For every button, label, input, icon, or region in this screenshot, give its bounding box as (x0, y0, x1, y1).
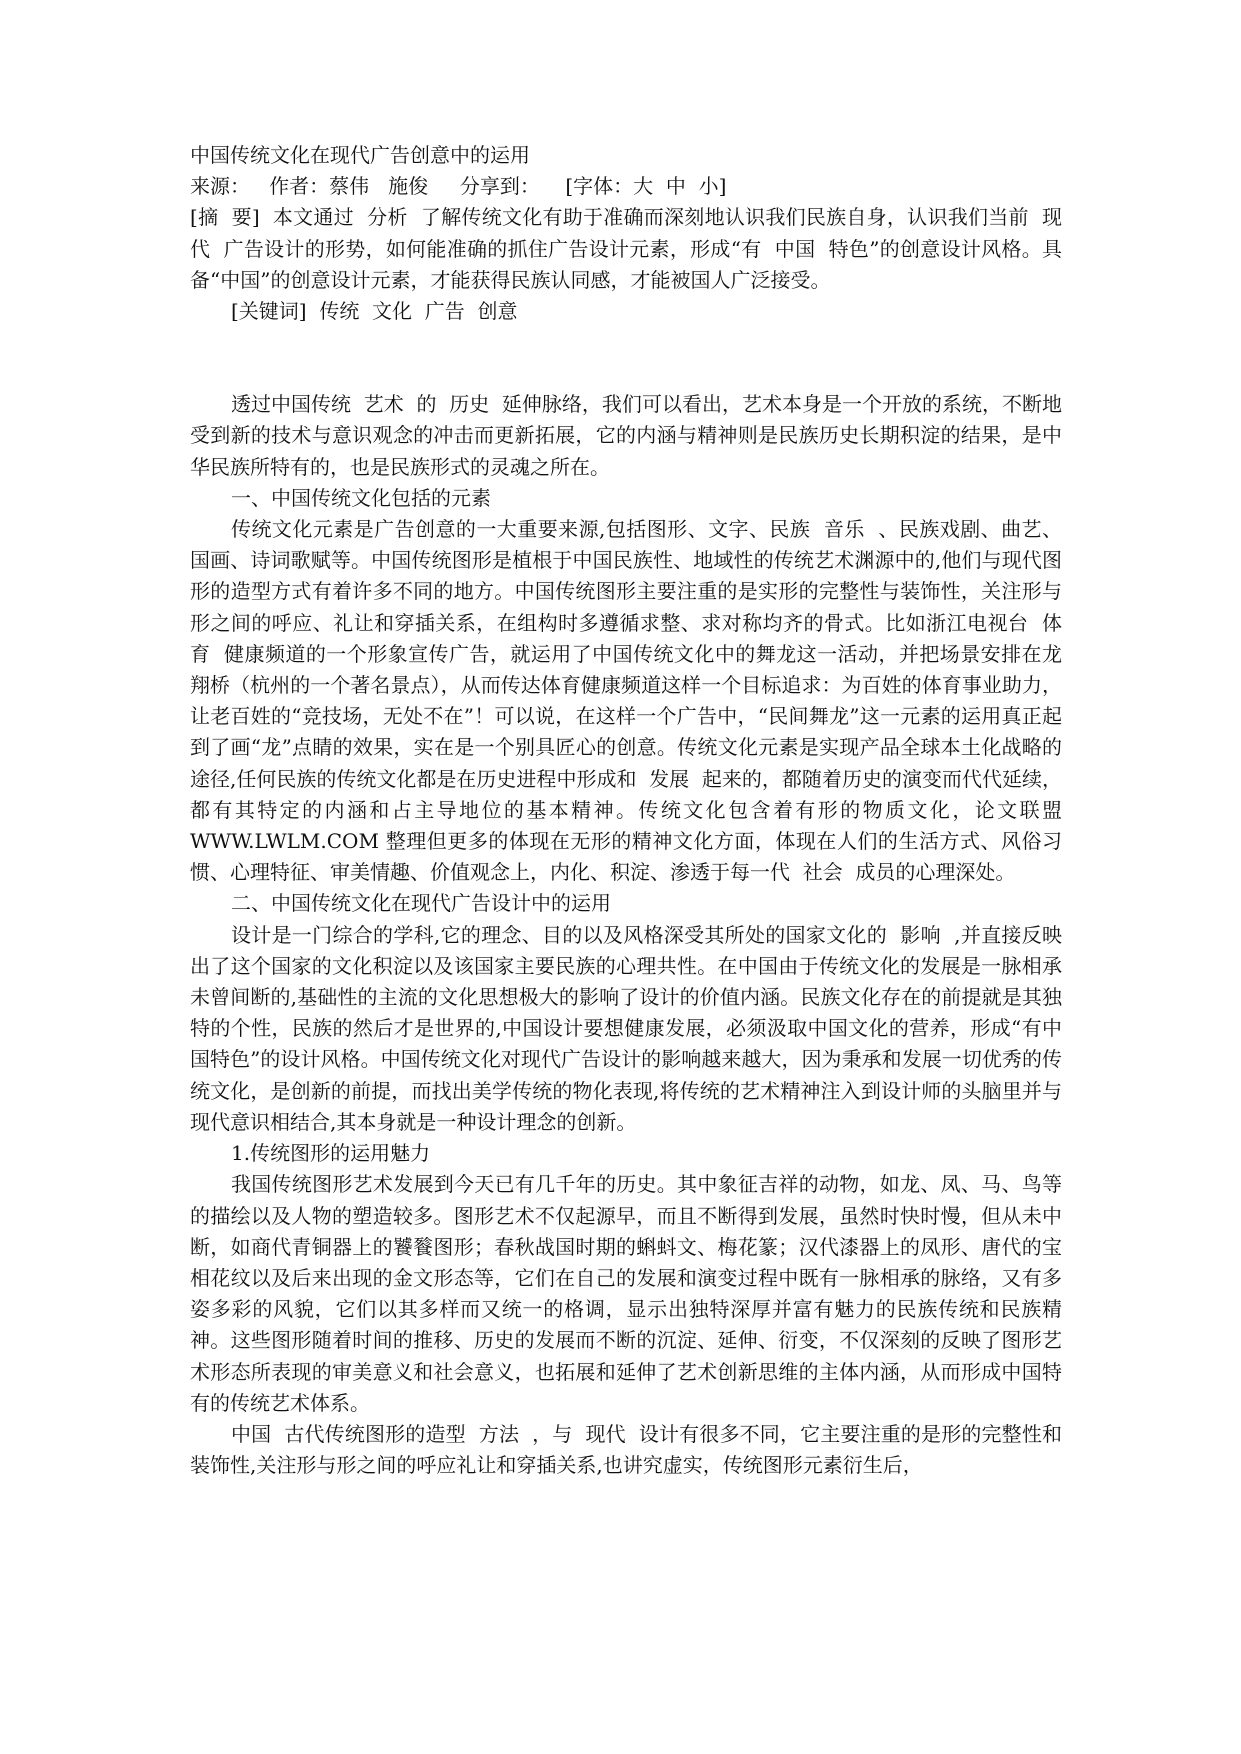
abstract-paragraph: [摘 要] 本文通过 分析 了解传统文化有助于准确而深刻地认识我们民族自身，认识我们当前 现代 广告设计的形势，如何能准确的抓住广告设计元素，形成“有 中国 特色”的创意设计风格。具备“中国”的创意设计元素，才能获得民族认同感，才能被国人广泛接受。 (190, 205, 1062, 292)
blank-spacer (190, 327, 1062, 389)
body-paragraph-4: 我国传统图形艺术发展到今天已有几千年的历史。其中象征吉祥的动物，如龙、凤、马、鸟等的描绘以及人物的塑造较多。图形艺术不仅起源早，而且不断得到发展，虽然时快时慢，但从未中断，如商代青铜器上的饕餮图形；春秋战国时期的蝌蚪文、梅花篆；汉代漆器上的凤形、唐代的宝相花纹以及后来出现的金文形态等，它们在自己的发展和演变过程中既有一脉相承的脉络，又有多姿多彩的风貌，它们以其多样而又统一的格调，显示出独特深厚并富有魅力的民族传统和民族精神。这些图形随着时间的推移、历史的发展而不断的沉淀、延伸、衍变，不仅深刻的反映了图形艺术形态所表现的审美意义和社会意义，也拓展和延伸了艺术创新思维的主体内涵，从而形成中国特有的传统艺术体系。 (190, 1172, 1062, 1415)
body-paragraph-5: 中国 古代传统图形的造型 方法 ，与 现代 设计有很多不同，它主要注重的是形的完整性和装饰性,关注形与形之间的呼应礼让和穿插关系,也讲究虚实，传统图形元素衍生后， (190, 1421, 1062, 1478)
document-title: 中国传统文化在现代广告创意中的运用 (190, 143, 530, 167)
document-page (190, 140, 1069, 1481)
section-heading-1: 一、中国传统文化包括的元素 (231, 485, 491, 510)
keywords-line: [关键词] 传统 文化 广告 创意 (231, 299, 518, 324)
body-paragraph-2: 传统文化元素是广告创意的一大重要来源,包括图形、文字、民族 音乐 、民族戏剧、曲艺、国画、诗词歌赋等。中国传统图形是植根于中国民族性、地域性的传统艺术渊源中的,他们与现代图形的造型方式有着许多不同的地方。中国传统图形主要注重的是实形的完整性与装饰性，关注形与形之间的呼应、礼让和穿插关系，在组构时多遵循求整、求对称均齐的骨式。比如浙江电视台 体育 健康频道的一个形象宣传广告，就运用了中国传统文化中的舞龙这一活动，并把场景安排在龙翔桥（杭州的一个著名景点），从而传达体育健康频道这样一个目标追求：为百姓的体育事业助力，让老百姓的“竞技场，无处不在”！可以说，在这样一个广告中，“民间舞龙”这一元素的运用真正起到了画“龙”点睛的效果，实在是一个别具匠心的创意。传统文化元素是实现产品全球本土化战略的途径,任何民族的传统文化都是在历史进程中形成和 发展 起来的，都随着历史的演变而代代延续，都有其特定的内涵和占主导地位的基本精神。传统文化包含着有形的物质文化，论文联盟 WWW.LWLM.COM 整理但更多的体现在无形的精神文化方面，体现在人们的生活方式、风俗习惯、心理特征、审美情趣、价值观念上，内化、积淀、渗透于每一代 社会 成员的心理深处。 (190, 517, 1069, 885)
subsection-heading-1: 1.传统图形的运用魅力 (231, 1141, 431, 1166)
body-paragraph-3: 设计是一门综合的学科,它的理念、目的以及风格深受其所处的国家文化的 影响 ,并直接反映出了这个国家的文化积淀以及该国家主要民族的心理共性。在中国由于传统文化的发展是一脉相承未曾间断的,基础性的主流的文化思想极大的影响了设计的价值内涵。民族文化存在的前提就是其独特的个性，民族的然后才是世界的,中国设计要想健康发展，必须汲取中国文化的营养，形成“有中国特色”的设计风格。中国传统文化对现代广告设计的影响越来越大，因为秉承和发展一切优秀的传统文化，是创新的前提，而找出美学传统的物化表现,将传统的艺术精神注入到设计师的头脑里并与现代意识相结合,其本身就是一种设计理念的创新。 (190, 922, 1062, 1134)
body-paragraph-1: 透过中国传统 艺术 的 历史 延伸脉络，我们可以看出，艺术本身是一个开放的系统，不断地受到新的技术与意识观念的冲击而更新拓展，它的内涵与精神则是民族历史长期积淀的结果，是中华民族所特有的，也是民族形式的灵魂之所在。 (190, 392, 1062, 479)
section-heading-2: 二、中国传统文化在现代广告设计中的运用 (231, 891, 611, 916)
meta-line: 来源： 作者：蔡伟 施俊 分享到： [字体：大 中 小] (190, 174, 727, 199)
